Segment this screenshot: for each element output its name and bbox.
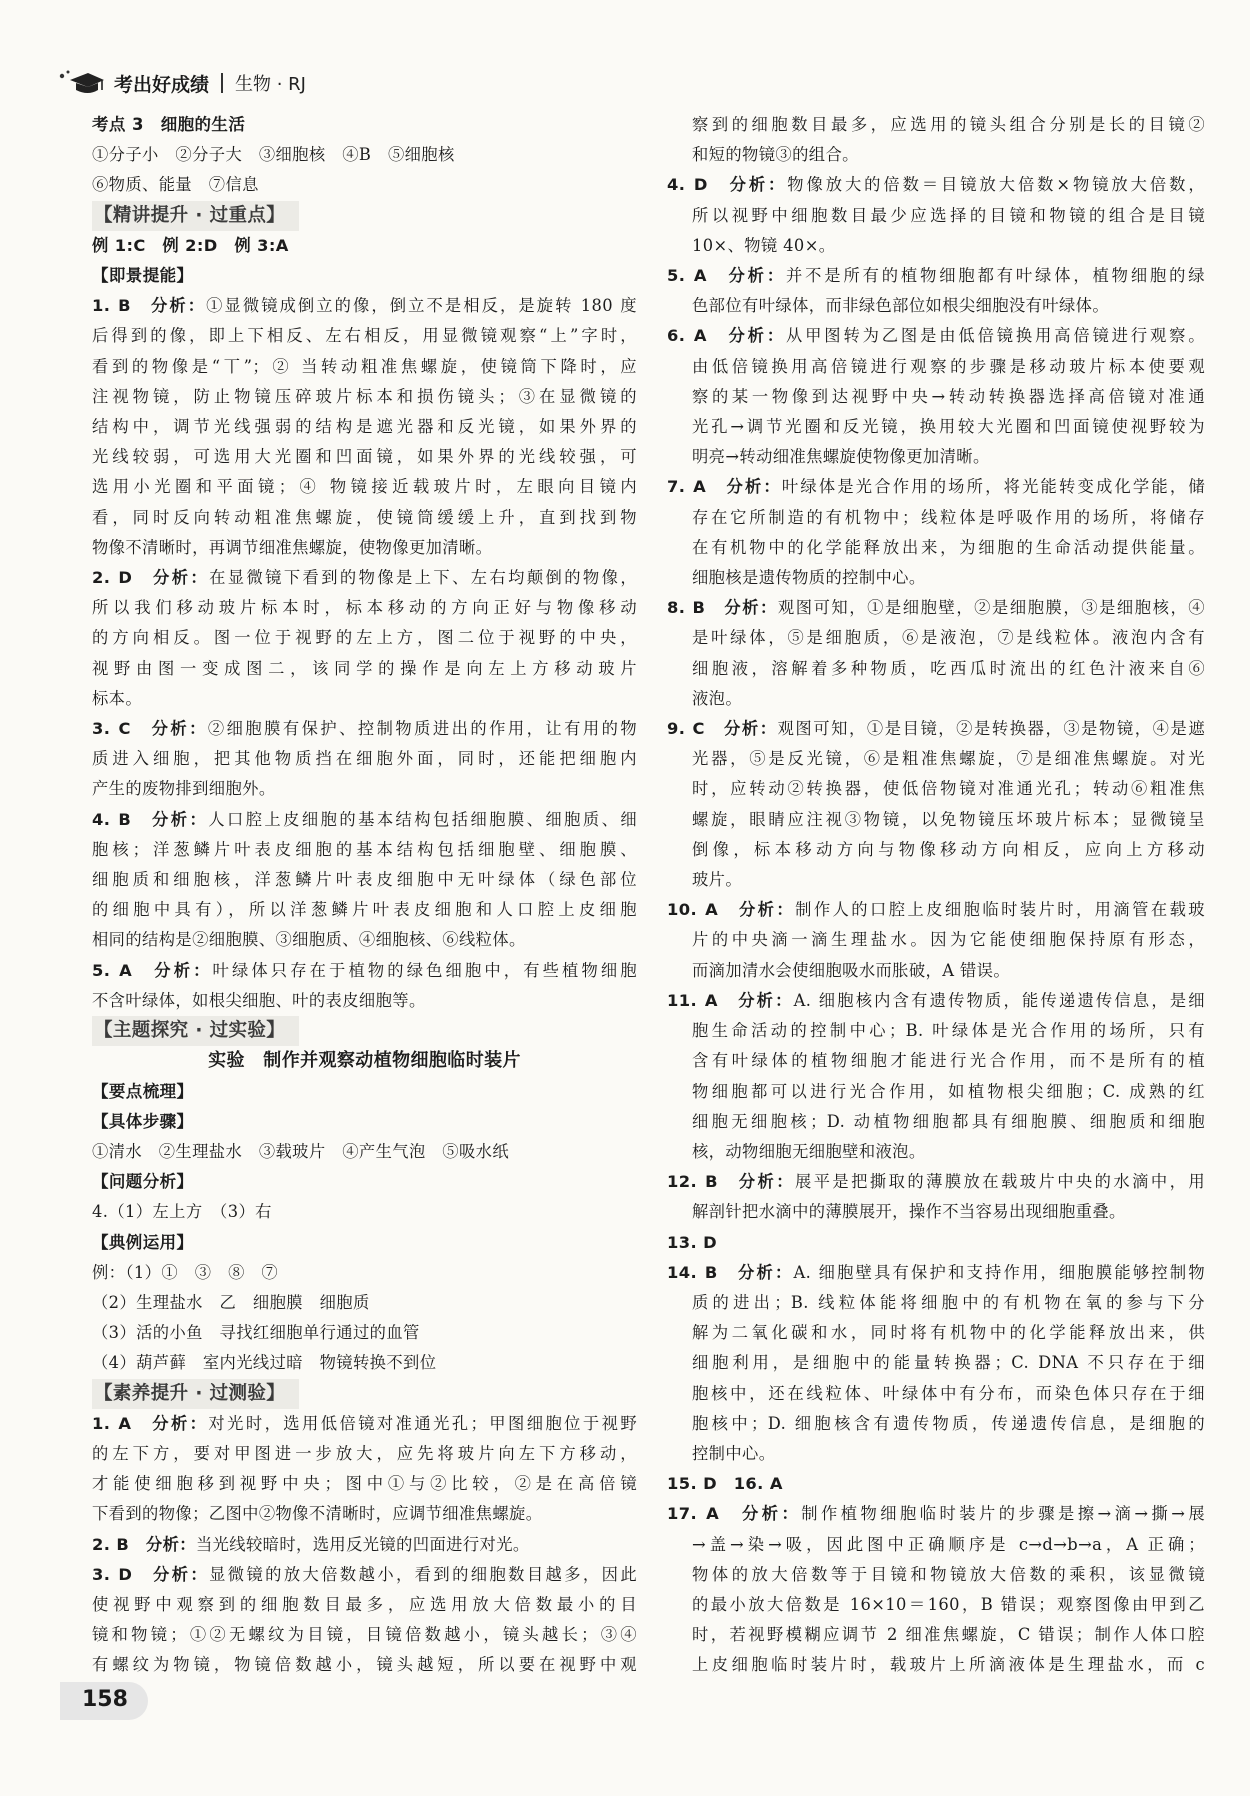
answer-line: 例：（1）① ③ ⑧ ⑦ — [92, 1262, 279, 1282]
answer-line: 色部位有叶绿体，而非绿色部位如根尖细胞没有叶绿体。 — [692, 296, 1110, 316]
section-heading-kaodian: 考点 3 细胞的生活 — [92, 115, 246, 134]
answer-line: 有螺纹为物镜，物镜倍数越小，镜头越短，所以要在视野中观 — [92, 1655, 637, 1675]
answer-line: 注视物镜，防止物镜压碎玻片标本和损伤镜头；③在显微镜的 — [92, 386, 637, 406]
sub-banner: 【具体步骤】 — [92, 1111, 194, 1131]
answer-line: 标本。 — [92, 688, 143, 708]
experiment-title: 实验 制作并观察动植物细胞临时装片 — [208, 1050, 521, 1072]
answer-line: 4. D 分析：物像放大的倍数＝目镜放大倍数×物镜放大倍数， — [667, 175, 1205, 195]
answer-line: 所以我们移动玻片标本时，标本移动的方向正好与物像移动 — [92, 598, 637, 618]
answer-line: 上皮细胞临时装片时，载玻片上所滴液体是生理盐水，而 c — [692, 1655, 1205, 1675]
answer-line: 胞核中，还在线粒体、叶绿体中有分布，而染色体只存在于细 — [692, 1383, 1205, 1403]
answer-line: （4）葫芦藓 室内光线过暗 物镜转换不到位 — [92, 1353, 437, 1373]
answer-line: 15. D 16. A — [667, 1474, 783, 1494]
answer-line: 光器，⑤是反光镜，⑥是粗准焦螺旋，⑦是细准焦螺旋。对光 — [692, 749, 1205, 769]
answer-line: 时，若视野模糊应调节 2 细准焦螺旋，C 错误；制作人体口腔 — [692, 1625, 1205, 1645]
answer-line: 细胞无细胞核；D. 动植物细胞都具有细胞膜、细胞质和细胞 — [692, 1111, 1205, 1131]
answer-line: 4. B 分析：人口腔上皮细胞的基本结构包括细胞膜、细胞质、细 — [92, 809, 637, 829]
answer-line: 5. A 分析：并不是所有的植物细胞都有叶绿体，植物细胞的绿 — [667, 266, 1205, 286]
answer-line: 和短的物镜③的组合。 — [692, 145, 859, 165]
answer-line: 6. A 分析：从甲图转为乙图是由低倍镜换用高倍镜进行观察。 — [667, 326, 1205, 346]
answer-line: 细胞核是遗传物质的控制中心。 — [692, 568, 926, 588]
sub-banner: 【即景提能】 — [92, 266, 194, 286]
answer-line: 后得到的像，即上下相反、左右相反，用显微镜观察“上”字时， — [92, 326, 637, 346]
brand-title: 考出好成绩 — [114, 73, 210, 96]
answer-line: →盖→染→吸，因此图中正确顺序是 c→d→b→a，A 正确； — [692, 1534, 1205, 1554]
answer-line: 胞核中；D. 细胞核含有遗传物质，传递遗传信息，是细胞的 — [692, 1413, 1205, 1433]
sub-banner: 【要点梳理】 — [92, 1081, 194, 1101]
answer-line: 相同的结构是②细胞膜、③细胞质、④细胞核、⑥线粒体。 — [92, 930, 526, 950]
answer-line: 玻片。 — [692, 870, 743, 890]
answer-line: 9. C 分析：观图可知，①是目镜，②是转换器，③是物镜，④是遮 — [667, 719, 1206, 739]
section-banner: 【精讲提升 · 过重点】 — [92, 201, 299, 231]
right-column — [667, 110, 1205, 1681]
graduation-cap-icon — [58, 68, 106, 98]
answer-line: 细胞质和细胞核，洋葱鳞片叶表皮细胞中无叶绿体（绿色部位 — [92, 870, 637, 890]
page-number-label: 158 — [82, 1687, 128, 1712]
answer-line: 镜和物镜；①②无螺纹为目镜，目镜倍数越小，镜头越长；③④ — [92, 1625, 637, 1645]
section-banner: 【素养提升 · 过测验】 — [92, 1379, 299, 1409]
answer-line: 产生的废物排到细胞外。 — [92, 779, 276, 799]
answer-line: 胞生命活动的控制中心；B. 叶绿体是光合作用的场所，只有 — [692, 1021, 1205, 1041]
answer-line: 2. B 分析：当光线较暗时，选用反光镜的凹面进行对光。 — [92, 1534, 530, 1554]
answer-line: 是叶绿体，⑤是细胞质，⑥是液泡，⑦是线粒体。液泡内含有 — [692, 628, 1205, 648]
answer-line: 使视野中观察到的细胞数目最多，应选用放大倍数最小的目 — [92, 1594, 637, 1614]
page-header — [58, 68, 306, 98]
answer-line: 胞核；洋葱鳞片叶表皮细胞的基本结构包括细胞壁、细胞膜、 — [92, 839, 637, 859]
answer-line: 细胞液，溶解着多种物质，吃西瓜时流出的红色汁液来自⑥ — [692, 658, 1205, 678]
answer-line: 3. D 分析：显微镜的放大倍数越小，看到的细胞数目越多，因此 — [92, 1564, 637, 1584]
answer-line: 物像不清晰时，再调节细准焦螺旋，使物像更加清晰。 — [92, 537, 493, 557]
answer-line: 不含叶绿体，如根尖细胞、叶的表皮细胞等。 — [92, 990, 426, 1010]
page-number — [60, 1682, 148, 1720]
answer-line: 解剖针把水滴中的薄膜展开，操作不当容易出现细胞重叠。 — [692, 1202, 1126, 1222]
answer-line: 选用小光圈和平面镜；④ 物镜接近载玻片时，左眼向目镜内 — [92, 477, 637, 497]
answer-line: 光线较弱，可选用大光圈和凹面镜，如果外界的光线较强，可 — [92, 447, 637, 467]
answer-line: 4.（1）左上方 （3）右 — [92, 1202, 272, 1222]
answer-line: 看到的物像是“丅”；② 当转动粗准焦螺旋，使镜筒下降时，应 — [92, 356, 637, 376]
answer-line: 而滴加清水会使细胞吸水而胀破，A 错误。 — [692, 960, 1010, 980]
answer-line: 7. A 分析：叶绿体是光合作用的场所，将光能转变成化学能，储 — [667, 477, 1206, 497]
answer-line: 2. D 分析：在显微镜下看到的物像是上下、左右均颠倒的物像， — [92, 568, 637, 588]
answer-line: 控制中心。 — [692, 1443, 776, 1463]
answer-line: 片的中央滴一滴生理盐水。因为它能使细胞保持原有形态， — [692, 930, 1205, 950]
answer-line: 5. A 分析：叶绿体只存在于植物的绿色细胞中，有些植物细胞 — [92, 960, 637, 980]
answer-line: 物细胞都可以进行光合作用，如植物根尖细胞；C. 成熟的红 — [692, 1081, 1205, 1101]
answer-line: 的左下方，要对甲图进一步放大，应先将玻片向左下方移动， — [92, 1443, 637, 1463]
answer-line: 质进入细胞，把其他物质挡在细胞外面，同时，还能把细胞内 — [92, 749, 637, 769]
answer-line: 存在它所制造的有机物中；线粒体是呼吸作用的场所，将储存 — [692, 507, 1205, 527]
answer-line: 物体的放大倍数等于目镜和物镜放大倍数的乘积，该显微镜 — [692, 1564, 1205, 1584]
answer-line: 12. B 分析：展平是把撕取的薄膜放在载玻片中央的水滴中，用 — [667, 1172, 1206, 1192]
examples-answers: 例 1:C 例 2:D 例 3:A — [92, 235, 289, 255]
answer-line: 8. B 分析：观图可知，①是细胞壁，②是细胞膜，③是细胞核，④ — [667, 598, 1205, 618]
answer-line: ⑥物质、能量 ⑦信息 — [92, 175, 259, 195]
answer-line: 螺旋，眼睛应注视③物镜，以免物镜压坏玻片标本；显微镜呈 — [692, 809, 1205, 829]
answer-line: 13. D — [667, 1232, 718, 1252]
sub-banner: 【问题分析】 — [92, 1172, 194, 1192]
answer-line: 察到的细胞数目最多，应选用的镜头组合分别是长的目镜② — [692, 115, 1205, 134]
answer-line: 结构中，调节光线强弱的结构是遮光器和反光镜，如果外界的 — [92, 417, 637, 437]
answer-line: 1. B 分析：①显微镜成倒立的像，倒立不是相反，是旋转 180 度 — [92, 296, 637, 316]
subject-label: 生物 · RJ — [235, 74, 306, 95]
answer-line: 下看到的物像；乙图中②物像不清晰时，应调节细准焦螺旋。 — [92, 1504, 543, 1524]
answer-line: 看，同时反向转动粗准焦螺旋，使镜筒缓缓上升，直到找到物 — [92, 507, 637, 527]
answer-line: 明亮→转动细准焦螺旋使物像更加清晰。 — [692, 447, 990, 467]
sub-banner: 【典例运用】 — [92, 1232, 194, 1252]
answer-line: 解为二氧化碳和水，同时将有机物中的化学能释放出来，供 — [692, 1323, 1205, 1343]
answer-line: 由低倍镜换用高倍镜进行观察的步骤是移动玻片标本使要观 — [692, 356, 1205, 376]
answer-line: ①分子小 ②分子大 ③细胞核 ④B ⑤细胞核 — [92, 145, 455, 165]
answer-line: 视野由图一变成图二，该同学的操作是向左上方移动玻片 — [92, 658, 637, 678]
answer-line: 的方向相反。图一位于视野的左上方，图二位于视野的中央， — [92, 628, 637, 648]
header-divider — [221, 73, 223, 93]
answer-line: 才能使细胞移到视野中央；图中①与②比较，②是在高倍镜 — [92, 1474, 637, 1494]
answer-line: 在有机物中的化学能释放出来，为细胞的生命活动提供能量。 — [692, 537, 1205, 557]
answer-line: 10. A 分析：制作人的口腔上皮细胞临时装片时，用滴管在载玻 — [667, 900, 1205, 920]
answer-line: 光孔→调节光圈和反光镜，换用较大光圈和凹面镜使视野较为 — [692, 417, 1205, 437]
answer-line: 察的某一物像到达视野中央→转动转换器选择高倍镜对准通 — [692, 386, 1205, 406]
answer-line: 时，应转动②转换器，使低倍物镜对准通光孔；转动⑥粗准焦 — [692, 779, 1205, 799]
answer-line: （3）活的小鱼 寻找红细胞单行通过的血管 — [92, 1323, 420, 1343]
answer-line: 10×、物镜 40×。 — [692, 235, 836, 255]
section-banner: 【主题探究 · 过实验】 — [92, 1016, 299, 1046]
left-column — [92, 110, 637, 1681]
answer-line: 细胞利用，是细胞中的能量转换器；C. DNA 不只存在于细 — [692, 1353, 1205, 1373]
answer-line: 所以视野中细胞数目最少应选择的目镜和物镜的组合是目镜 — [692, 205, 1205, 225]
answer-line: 的细胞中具有），所以洋葱鳞片叶表皮细胞和人口腔上皮细胞 — [92, 900, 637, 920]
answer-line: 的最小放大倍数是 16×10＝160，B 错误；观察图像由甲到乙 — [692, 1594, 1205, 1614]
answer-line: 14. B 分析：A. 细胞壁具有保护和支持作用，细胞膜能够控制物 — [667, 1262, 1206, 1282]
answer-line: 核，动物细胞无细胞壁和液泡。 — [692, 1141, 926, 1161]
answer-line: 1. A 分析：对光时，选用低倍镜对准通光孔；甲图细胞位于视野 — [92, 1413, 638, 1433]
answer-line: 含有叶绿体的植物细胞才能进行光合作用，而不是所有的植 — [692, 1051, 1205, 1071]
answer-line: 倒像，标本移动方向与物像移动方向相反，应向上方移动 — [692, 839, 1205, 859]
answer-line: 11. A 分析：A. 细胞核内含有遗传物质，能传递遗传信息，是细 — [667, 990, 1205, 1010]
answer-line: 质的进出；B. 线粒体能将细胞中的有机物在氧的参与下分 — [692, 1292, 1205, 1312]
answer-line: 17. A 分析：制作植物细胞临时装片的步骤是擦→滴→撕→展 — [667, 1504, 1206, 1524]
answer-line: 液泡。 — [692, 688, 743, 708]
answer-line: （2）生理盐水 乙 细胞膜 细胞质 — [92, 1292, 370, 1312]
answer-line: ①清水 ②生理盐水 ③载玻片 ④产生气泡 ⑤吸水纸 — [92, 1141, 510, 1161]
answer-line: 3. C 分析：②细胞膜有保护、控制物质进出的作用，让有用的物 — [92, 719, 638, 739]
